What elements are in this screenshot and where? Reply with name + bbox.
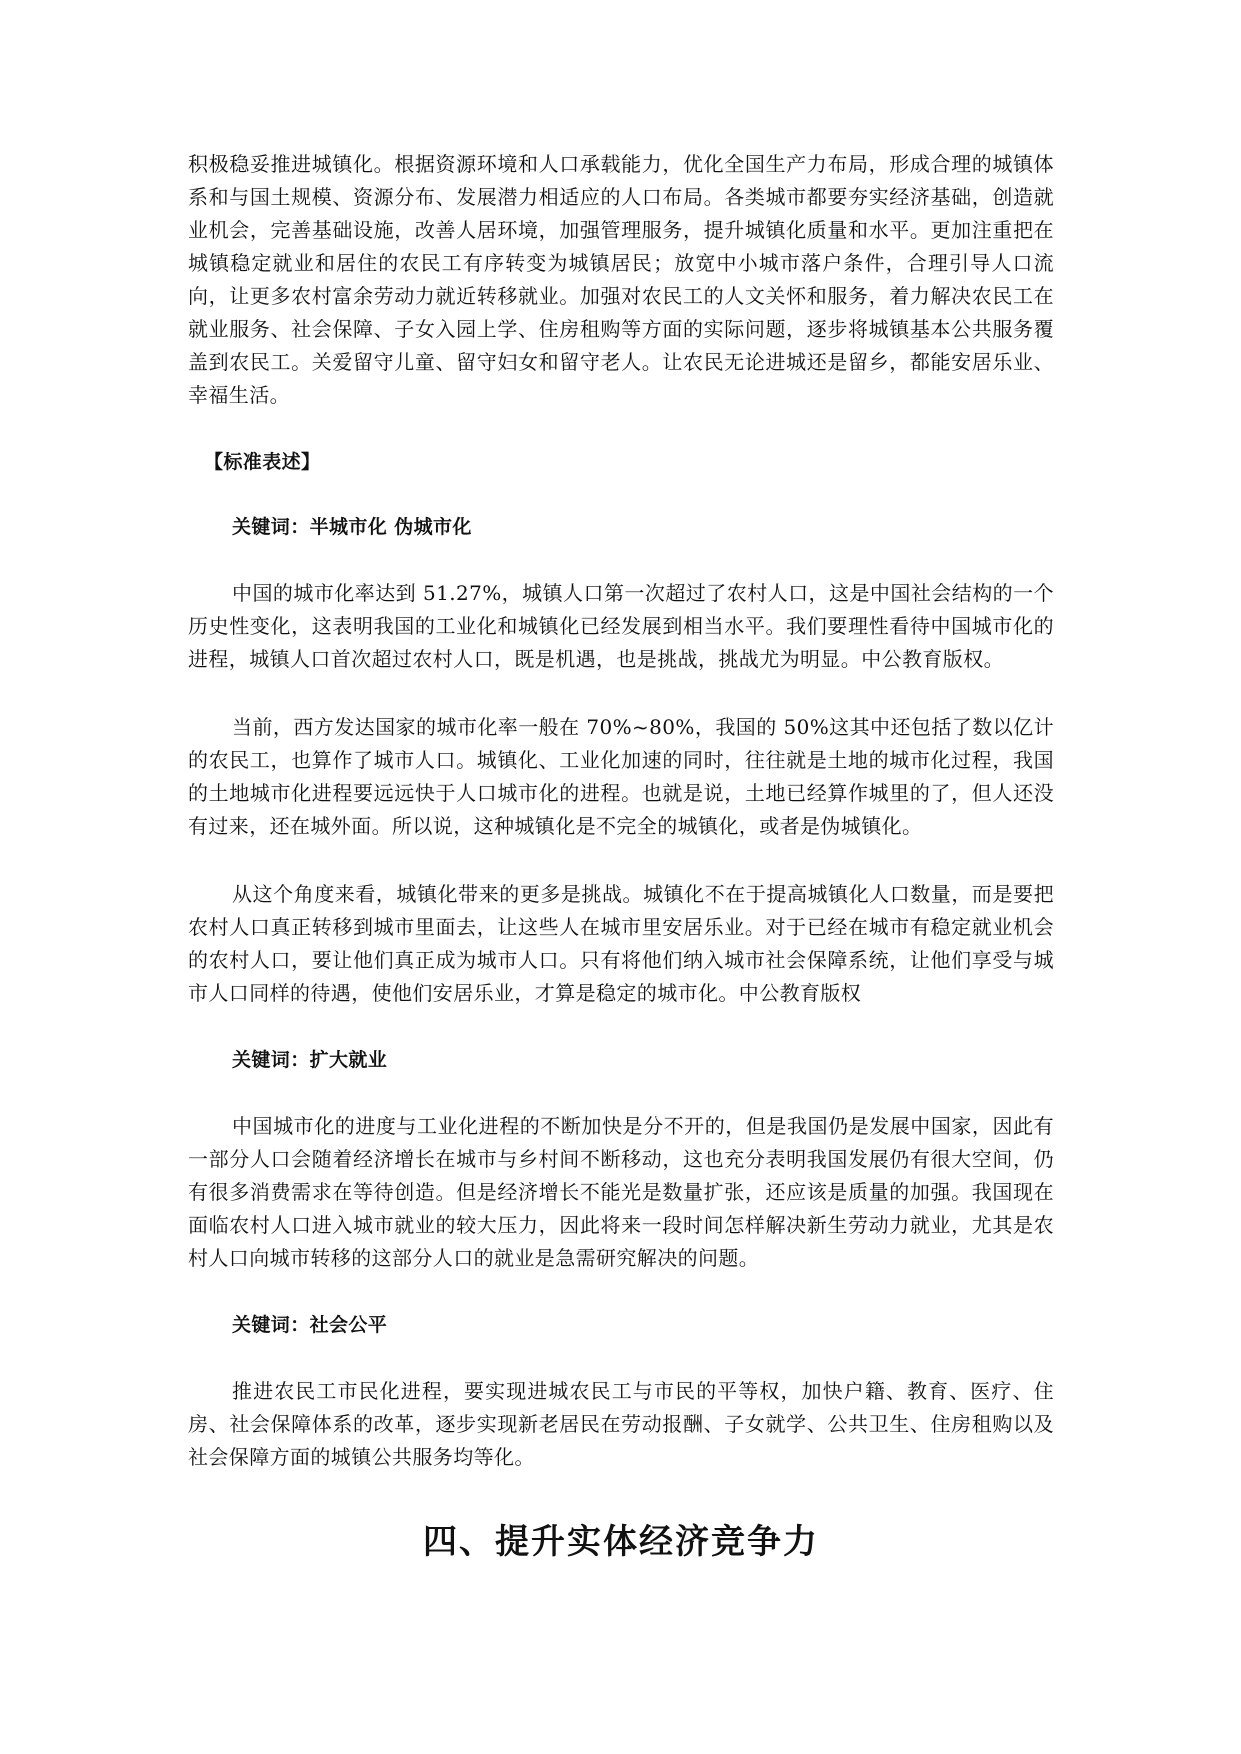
paragraph-employment: 中国城市化的进度与工业化进程的不断加快是分不开的，但是我国仍是发展中国家，因此有一部分人口会随着经济增长在城市与乡村间不断移动，这也充分表明我国发展仍有很大空间，仍有很多消费需求在等待创造。但是经济增长不能光是数量扩张，还应该是质量的加强。我国现在面临农村人口进入城市就业的较大压力，因此将来一段时间怎样解决新生劳动力就业，尤其是农村人口向城市转移的这部分人口的就业是急需研究解决的问题。 [188,1114,1054,1270]
keyword-heading-social-equity: 关键词：社会公平 [232,1314,388,1336]
paragraph-pseudo-urbanization: 当前，西方发达国家的城市化率一般在 70%~80%，我国的 50%这其中还包括了数以亿计的农民工，也算作了城市人口。城镇化、工业化加速的同时，往往就是土地的城市化过程，我国的土地城市化进程要远远快于人口城市化的进程。也就是说，土地已经算作城里的了，但人还没有过来，还在城外面。所以说，这种城镇化是不完全的城镇化，或者是伪城镇化。 [188,715,1054,838]
chapter-title: 四、提升实体经济竞争力 [423,1522,819,1562]
paragraph-challenges: 从这个角度来看，城镇化带来的更多是挑战。城镇化不在于提高城镇化人口数量，而是要把农村人口真正转移到城市里面去，让这些人在城市里安居乐业。对于已经在城市有稳定就业机会的农村人口，要让他们真正成为城市人口。只有将他们纳入城市社会保障系统，让他们享受与城市人口同样的待遇，使他们安居乐业，才算是稳定的城市化。中公教育版权 [188,882,1054,1005]
keyword-heading-employment: 关键词：扩大就业 [232,1049,388,1071]
keyword-heading-semi-urbanization: 关键词：半城市化 伪城市化 [232,516,472,538]
paragraph-urbanization-rate: 中国的城市化率达到 51.27%，城镇人口第一次超过了农村人口，这是中国社会结构的一个历史性变化，这表明我国的工业化和城镇化已经发展到相当水平。我们要理性看待中国城市化的进程，城镇人口首次超过农村人口，既是机遇，也是挑战，挑战尤为明显。中公教育版权。 [188,581,1054,671]
paragraph-social-equity: 推进农民工市民化进程，要实现进城农民工与市民的平等权，加快户籍、教育、医疗、住房、社会保障体系的改革，逐步实现新老居民在劳动报酬、子女就学、公共卫生、住房租购以及社会保障方面的城镇公共服务均等化。 [188,1379,1054,1469]
document-body [188,148,1054,1566]
standard-statement-heading: 【标准表述】 [204,451,321,473]
intro-paragraph: 积极稳妥推进城镇化。根据资源环境和人口承载能力，优化全国生产力布局，形成合理的城镇体系和与国土规模、资源分布、发展潜力相适应的人口布局。各类城市都要夯实经济基础，创造就业机会，完善基础设施，改善人居环境，加强管理服务，提升城镇化质量和水平。更加注重把在城镇稳定就业和居住的农民工有序转变为城镇居民；放宽中小城市落户条件，合理引导人口流向，让更多农村富余劳动力就近转移就业。加强对农民工的人文关怀和服务，着力解决农民工在就业服务、社会保障、子女入园上学、住房租购等方面的实际问题，逐步将城镇基本公共服务覆盖到农民工。关爱留守儿童、留守妇女和留守老人。让农民无论进城还是留乡，都能安居乐业、幸福生活。 [188,152,1054,407]
